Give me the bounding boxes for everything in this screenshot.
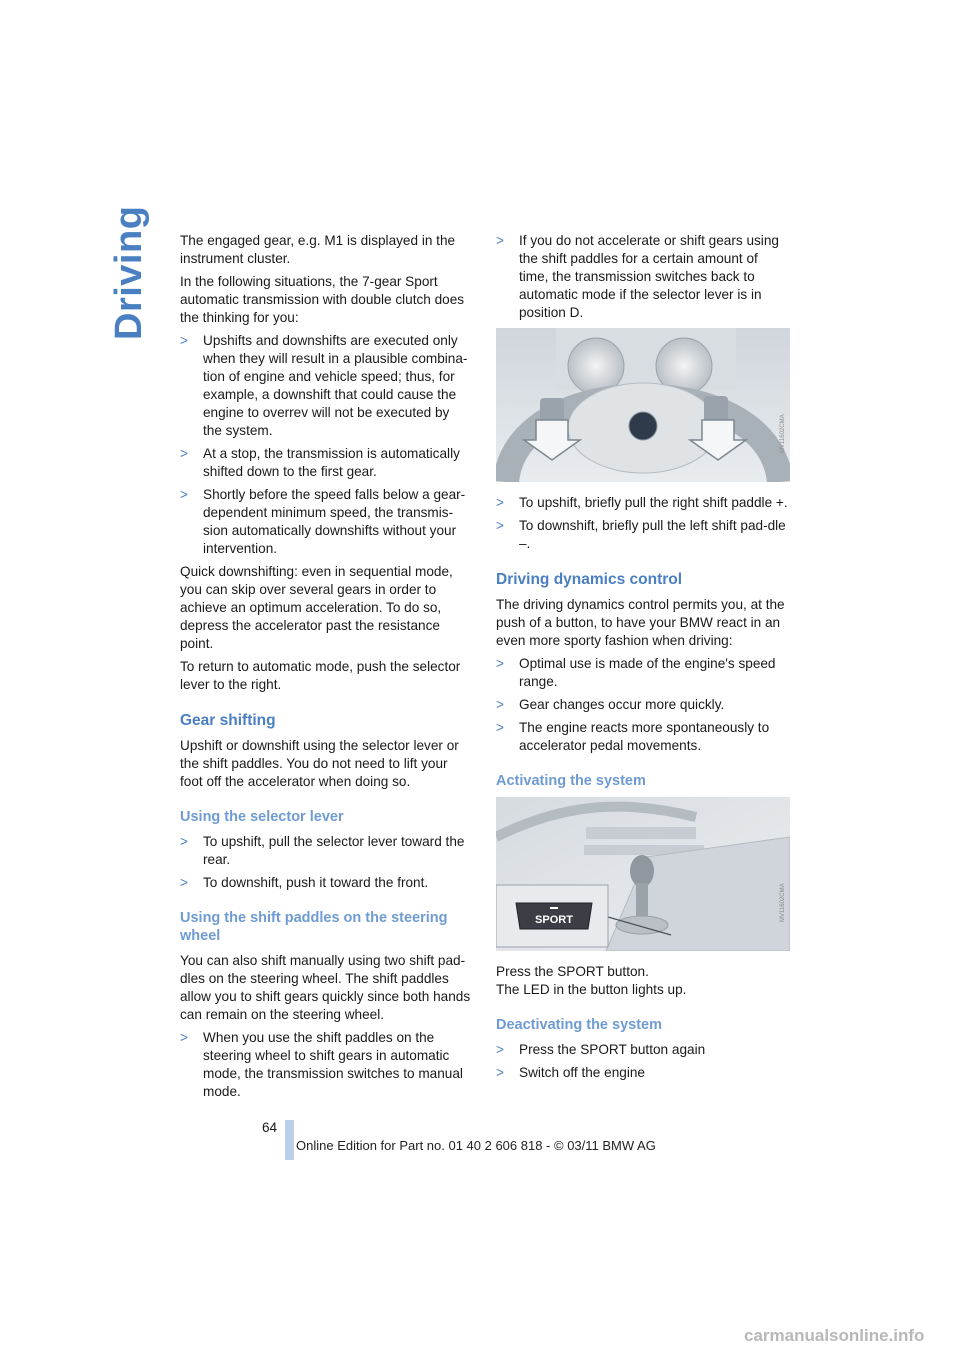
vent-slat xyxy=(586,827,696,839)
list-item xyxy=(496,494,790,512)
list-item xyxy=(180,445,472,481)
list-item-text: Gear changes occur more quickly. xyxy=(519,697,725,712)
list-item-text: Optimal use is made of the engine's speed range. xyxy=(519,656,776,689)
section-title xyxy=(108,205,156,340)
footer-text: Online Edition for Part no. 01 40 2 606 818 - © 03/11 BMW AG xyxy=(296,1138,656,1153)
sport-button-illustration xyxy=(496,797,790,951)
paragraph: The LED in the button lights up. xyxy=(496,982,687,997)
paragraph: In the following situations, the 7-gear Sport automatic transmission with double clutch does the thinking for you: xyxy=(180,274,465,325)
bullet-mark: > xyxy=(180,875,188,890)
list-item xyxy=(496,517,790,553)
paragraph: Press the SPORT button. xyxy=(496,964,649,979)
list-item xyxy=(180,332,472,440)
section-title-text: Driving xyxy=(108,205,150,340)
list-item-text: To downshift, push it toward the front. xyxy=(203,875,429,890)
list-item xyxy=(496,655,790,691)
watermark: carmanualsonline.info xyxy=(744,1326,925,1345)
list-item xyxy=(496,696,790,714)
heading-selector-lever: Using the selector lever xyxy=(180,809,344,825)
selector-lever-knob xyxy=(630,855,654,887)
bullet-mark: > xyxy=(496,656,504,671)
heading-activating: Activating the system xyxy=(496,773,646,789)
list-item-text: Switch off the engine xyxy=(519,1065,645,1080)
bmw-logo xyxy=(629,412,657,440)
paragraph: Upshift or downshift using the selector lever or the shift paddles. You do not need to lift your foot off the accelerator when doing so. xyxy=(180,738,459,789)
bullet-mark: > xyxy=(496,495,504,510)
list-item xyxy=(496,1041,790,1059)
paragraph: Quick downshifting: even in sequential mode, you can skip over several gears in order to achieve an optimum acceleration. To do so, depress the accelerator past the resistance point. xyxy=(180,564,453,651)
paragraph: To return to automatic mode, push the selector lever to the right. xyxy=(180,659,461,692)
bullet-mark: > xyxy=(180,1030,188,1045)
page-number: 64 xyxy=(262,1120,278,1135)
list-item-text: Upshifts and downshifts are executed only when they will result in a plausible combina-tion of engine and vehicle speed; thus, for example, a downshift that could cause the engine to overrev will not be executed by the system. xyxy=(203,333,468,438)
bullet-mark: > xyxy=(180,333,188,348)
bullet-mark: > xyxy=(180,487,188,502)
list-item xyxy=(180,833,472,869)
paragraph: The driving dynamics control permits you, at the push of a button, to have your BMW react in an even more sporty fashion when driving: xyxy=(496,597,785,648)
figure-code: MV11602CMA xyxy=(780,883,786,922)
list-item xyxy=(180,874,472,892)
bullet-mark: > xyxy=(496,233,504,248)
bullet-mark: > xyxy=(496,697,504,712)
paragraph: You can also shift manually using two shift pad-dles on the steering wheel. The shift paddles allow you to shift gears quickly since both hands can remain on the steering wheel. xyxy=(180,953,471,1022)
heading-gear-shifting: Gear shifting xyxy=(180,712,276,729)
sport-button-figure xyxy=(496,797,790,951)
footer-accent-bar xyxy=(285,1120,294,1160)
list-item xyxy=(180,1029,472,1101)
list-item-text: Shortly before the speed falls below a gear-dependent minimum speed, the transmis-sion automatically downshifts without your intervention. xyxy=(203,487,466,556)
right-column xyxy=(496,232,790,1087)
paragraph: The engaged gear, e.g. M1 is displayed in the instrument cluster. xyxy=(180,233,456,266)
sport-button-label: SPORT xyxy=(535,914,573,926)
list-item xyxy=(496,232,790,322)
figure-code: MV11602CMA xyxy=(780,414,786,453)
list-item-text: The engine reacts more spontaneously to accelerator pedal movements. xyxy=(519,720,770,753)
steering-wheel-figure xyxy=(496,328,790,482)
list-item-text: To upshift, pull the selector lever toward the rear. xyxy=(203,834,465,867)
heading-deactivating: Deactivating the system xyxy=(496,1017,663,1033)
steering-wheel-illustration xyxy=(496,328,790,482)
heading-shift-paddles: Using the shift paddles on the steering wheel xyxy=(180,910,448,944)
list-item xyxy=(180,486,472,558)
bullet-mark: > xyxy=(180,446,188,461)
list-item-text: At a stop, the transmission is automatically shifted down to the first gear. xyxy=(203,446,460,479)
bullet-mark: > xyxy=(496,1042,504,1057)
list-item-text: To upshift, briefly pull the right shift paddle +. xyxy=(519,495,788,510)
list-item-text: When you use the shift paddles on the steering wheel to shift gears in automatic mode, the transmission switches to manual mode. xyxy=(203,1030,463,1099)
led-indicator xyxy=(550,907,558,909)
list-item-text: To downshift, briefly pull the left shift pad-dle –. xyxy=(519,518,786,551)
bullet-mark: > xyxy=(496,720,504,735)
bullet-mark: > xyxy=(496,1065,504,1080)
list-item xyxy=(496,1064,790,1082)
heading-driving-dynamics: Driving dynamics control xyxy=(496,571,683,588)
bullet-mark: > xyxy=(496,518,504,533)
left-column xyxy=(180,232,472,1106)
list-item-text: If you do not accelerate or shift gears using the shift paddles for a certain amount of time, the transmission switches back to automatic mode if the selector lever is in position D. xyxy=(519,233,779,320)
bullet-mark: > xyxy=(180,834,188,849)
list-item xyxy=(496,719,790,755)
list-item-text: Press the SPORT button again xyxy=(519,1042,706,1057)
selector-lever-shaft xyxy=(636,883,648,919)
